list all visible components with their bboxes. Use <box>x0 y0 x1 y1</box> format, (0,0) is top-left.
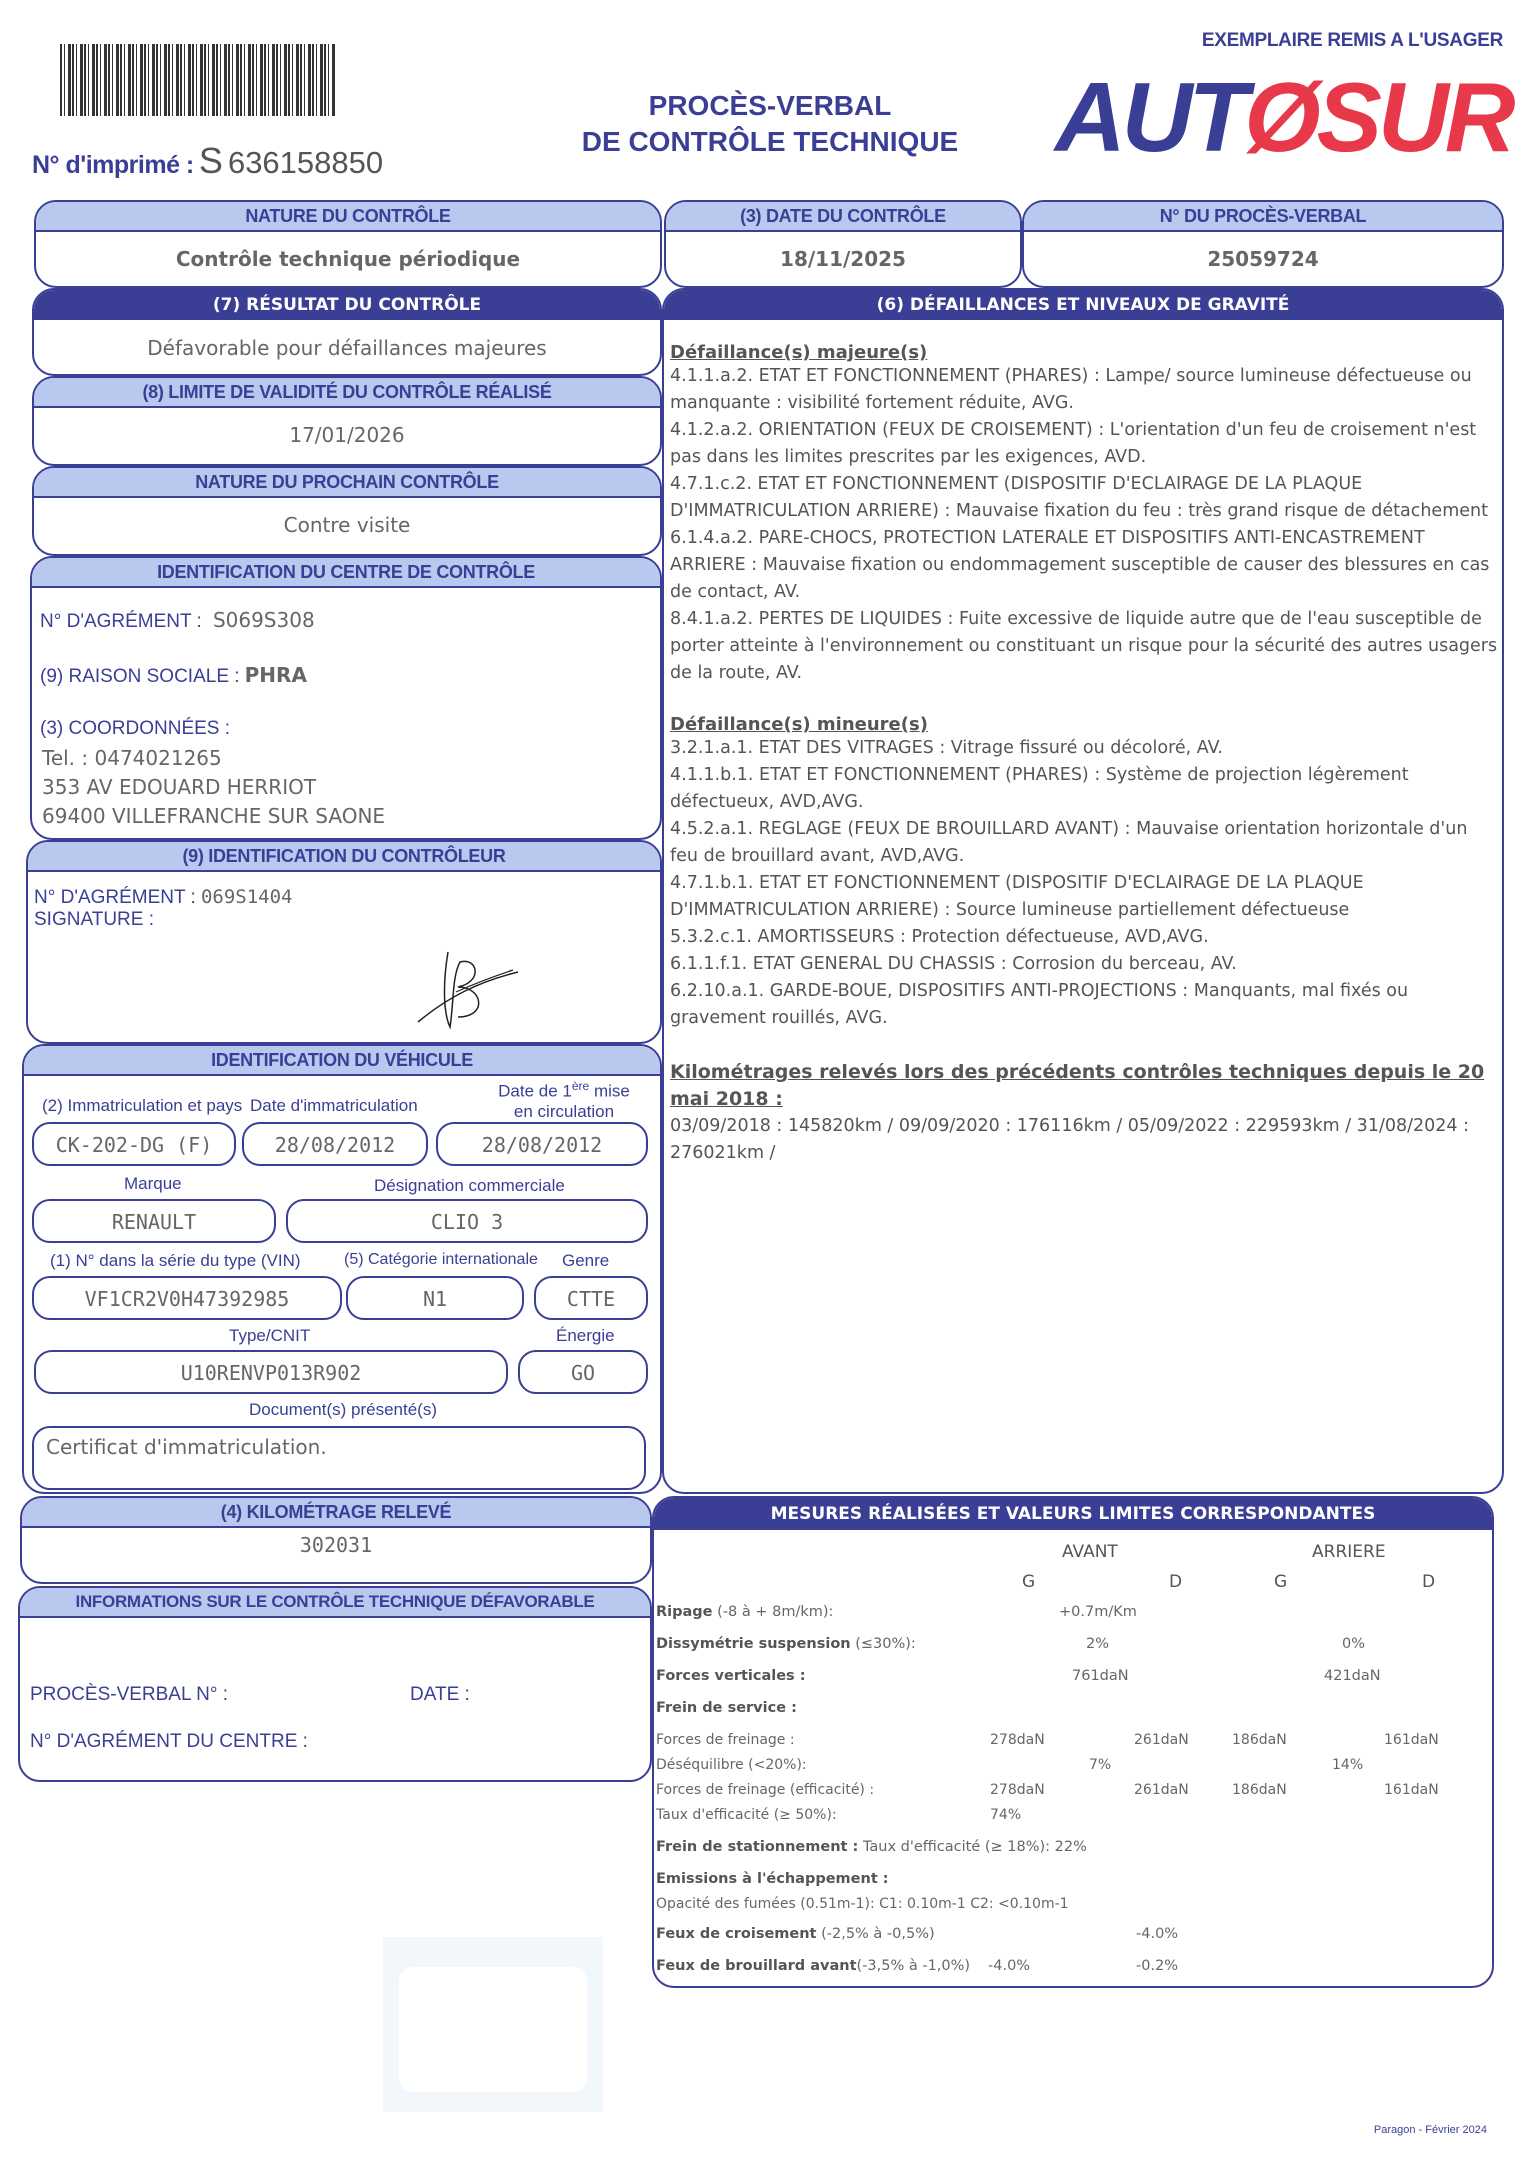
prochain-controle-box <box>32 466 662 556</box>
centre-address-1: 353 AV EDOUARD HERRIOT <box>42 775 317 799</box>
majeure-item: 4.1.2.a.2. ORIENTATION (FEUX DE CROISEMENT) : L'orientation d'un feu de croisement n'est pas dans les limites prescrites par les exigences, AVD. <box>670 420 1477 467</box>
designation-label: Désignation commerciale <box>374 1176 565 1195</box>
resultat-box <box>32 288 662 376</box>
nature-controle-box <box>34 200 662 288</box>
signature-label: SIGNATURE : <box>34 909 154 930</box>
kilometrage-box <box>20 1496 652 1584</box>
coordonnees-label: (3) COORDONNÉES : <box>40 718 231 739</box>
energie-field: GO <box>518 1350 648 1394</box>
categorie-label: (5) Catégorie internationale <box>344 1251 538 1268</box>
mineure-item: 6.2.10.a.1. GARDE-BOUE, DISPOSITIFS ANTI-PROJECTIONS : Manquants, mal fixés ou gravement rouillés, AVG. <box>670 981 1409 1028</box>
raison-sociale-label: (9) RAISON SOCIALE : <box>40 666 240 687</box>
date-controle-box <box>664 200 1022 288</box>
mesures-box <box>652 1496 1494 1988</box>
categorie-field: N1 <box>346 1276 524 1320</box>
immat-field: CK-202-DG (F) <box>32 1122 236 1166</box>
majeure-item: 6.1.4.a.2. PARE-CHOCS, PROTECTION LATERALE ET DISPOSITIFS ANTI-ENCASTREMENT ARRIERE : Mauvaise fixation ou endommagement susceptible de causer des blessures en cas de contact, AV. <box>670 528 1490 602</box>
controleur-agrement-label: N° D'AGRÉMENT : <box>34 887 196 908</box>
documents-field: Certificat d'immatriculation. <box>32 1426 646 1490</box>
mineure-item: 3.2.1.a.1. ETAT DES VITRAGES : Vitrage fissuré ou décoloré, AV. <box>670 738 1223 758</box>
mineure-item: 5.3.2.c.1. AMORTISSEURS : Protection défectueuse, AVD,AVG. <box>670 927 1209 947</box>
immat-label: (2) Immatriculation et pays <box>42 1096 243 1115</box>
mineure-item: 6.1.1.f.1. ETAT GENERAL DU CHASSIS : Corrosion du berceau, AV. <box>670 954 1237 974</box>
controleur-box <box>26 840 662 1044</box>
centre-box <box>30 556 662 840</box>
defaillances-content <box>670 342 1498 1167</box>
km-history-title: Kilométrages relevés lors des précédents contrôles techniques depuis le 20 mai 2018 : <box>670 1061 1485 1110</box>
energie-label: Énergie <box>556 1326 615 1345</box>
imprime-number: N° d'imprimé : S 636158850 <box>32 140 384 181</box>
vin-label: (1) N° dans la série du type (VIN) <box>50 1251 301 1270</box>
autosur-logo: AUTØSUR <box>1055 62 1512 172</box>
premiere-circulation-label: Date de 1ère mise en circulation <box>498 1079 630 1121</box>
premiere-circulation-field: 28/08/2012 <box>436 1122 648 1166</box>
limite-validite-value: 17/01/2026 <box>289 423 405 447</box>
num-pv-title: N° DU PROCÈS-VERBAL <box>1024 202 1502 232</box>
designation-field: CLIO 3 <box>286 1199 648 1243</box>
date-immat-field: 28/08/2012 <box>242 1122 428 1166</box>
majeure-item: 4.7.1.c.2. ETAT ET FONCTIONNEMENT (DISPOSITIF D'ECLAIRAGE DE LA PLAQUE D'IMMATRICULATION ARRIERE) : Mauvaise fixation du feu : très grand risque de détachement <box>670 474 1488 521</box>
arriere-header: ARRIERE <box>1312 1542 1386 1562</box>
barcode <box>60 44 336 116</box>
document-title: PROCÈS-VERBAL DE CONTRÔLE TECHNIQUE <box>581 90 959 157</box>
centre-agrement-label: N° D'AGRÉMENT : <box>40 611 202 632</box>
info-date-label: DATE : <box>410 1684 470 1705</box>
genre-label: Genre <box>562 1251 610 1270</box>
logo-o-icon: Ø <box>1244 62 1317 172</box>
vin-field: VF1CR2V0H47392985 <box>32 1276 342 1320</box>
stamp-area <box>383 1937 603 2112</box>
prochain-controle-value: Contre visite <box>283 513 411 537</box>
num-pv-value: 25059724 <box>1207 247 1319 271</box>
signature-icon <box>388 942 538 1032</box>
majeure-item: 8.4.1.a.2. PERTES DE LIQUIDES : Fuite excessive de liquide autre que de l'eau susceptible de porter atteinte à l'environnement ou constituant un risque pour la sécurité des autres usagers de la route, AV. <box>670 609 1498 683</box>
centre-title: IDENTIFICATION DU CENTRE DE CONTRÔLE <box>32 558 660 588</box>
mesures-table: AVANT ARRIERE G D G D Ripage (-8 à + 8m/km): +0.7m/Km Dissymétrie suspension (≤30%): 2% 0% Forces verticales : 761daN 421daN Frein de service : Forces de freinage : 278daN 261daN 186daN 161daN Déséquilibre (<20%): 7% 14% Forces de freinage (efficacité) : 278daN 261daN 186daN 161daN Taux d'efficacité (≥ 50%): 74% Frein de stationnement : Taux d'efficacité (≥ 18%): 22% Emissions à l'échappement : Opacité des fumées (0.51m-1): C1: 0.10m-1 C2: <0.10m-1 Feux de croisement (-2,5% à -0,5%) -4.0% Feux de brouillard avant(-3,5% à -1,0%) -4.0% -0.2% <box>656 1542 1439 1974</box>
avant-header: AVANT <box>1062 1542 1118 1562</box>
vehicule-box <box>22 1044 662 1494</box>
imprime-label: N° d'imprimé : <box>32 151 194 179</box>
resultat-title: (7) RÉSULTAT DU CONTRÔLE <box>34 290 660 320</box>
defaillances-box <box>662 288 1504 1494</box>
date-immat-label: Date d'immatriculation <box>250 1096 418 1115</box>
centre-agrement-value: S069S308 <box>212 608 315 632</box>
genre-field: CTTE <box>534 1276 648 1320</box>
type-cnit-field: U10RENVP013R902 <box>34 1350 508 1394</box>
mineure-item: 4.1.1.b.1. ETAT ET FONCTIONNEMENT (PHARES) : Système de projection légèrement défectueux, AVD,AVG. <box>670 765 1409 812</box>
mineure-item: 4.5.2.a.1. REGLAGE (FEUX DE BROUILLARD AVANT) : Mauvaise orientation horizontale d'un feu de brouillard avant, AVD,AVG. <box>670 819 1468 866</box>
kilometrage-title: (4) KILOMÉTRAGE RELEVÉ <box>22 1498 650 1528</box>
type-cnit-label: Type/CNIT <box>229 1326 311 1345</box>
nature-controle-title: NATURE DU CONTRÔLE <box>36 202 660 232</box>
prochain-controle-title: NATURE DU PROCHAIN CONTRÔLE <box>34 468 660 498</box>
centre-address-2: 69400 VILLEFRANCHE SUR SAONE <box>42 804 386 828</box>
date-controle-value: 18/11/2025 <box>780 247 906 271</box>
mesures-title: MESURES RÉALISÉES ET VALEURS LIMITES CORRESPONDANTES <box>654 1498 1492 1530</box>
mineures-title: Défaillance(s) mineure(s) <box>670 714 928 735</box>
km-history-value: 03/09/2018 : 145820km / 09/09/2020 : 176116km / 05/09/2022 : 229593km / 31/08/2024 : 276021km / <box>670 1116 1470 1163</box>
info-defavorable-title: INFORMATIONS SUR LE CONTRÔLE TECHNIQUE DÉFAVORABLE <box>20 1588 650 1618</box>
raison-sociale-value: PHRA <box>244 663 307 687</box>
info-defavorable-box <box>18 1586 652 1782</box>
nature-controle-value: Contrôle technique périodique <box>175 247 521 271</box>
majeures-title: Défaillance(s) majeure(s) <box>670 342 928 363</box>
marque-label: Marque <box>124 1174 182 1193</box>
documents-label: Document(s) présenté(s) <box>249 1400 438 1419</box>
centre-coordinates <box>42 744 385 831</box>
printer-footer: Paragon - Février 2024 <box>1373 2124 1487 2136</box>
limite-validite-box <box>32 376 662 466</box>
kilometrage-value: 302031 <box>299 1533 373 1557</box>
date-controle-title: (3) DATE DU CONTRÔLE <box>666 202 1020 232</box>
majeure-item: 4.1.1.a.2. ETAT ET FONCTIONNEMENT (PHARES) : Lampe/ source lumineuse défectueuse ou manquante : visibilité fortement réduite, AVG. <box>670 366 1472 413</box>
defaillances-title: (6) DÉFAILLANCES ET NIVEAUX DE GRAVITÉ <box>664 290 1502 320</box>
centre-tel: Tel. : 0474021265 <box>42 746 222 770</box>
limite-validite-title: (8) LIMITE DE VALIDITÉ DU CONTRÔLE RÉALISÉ <box>34 378 660 408</box>
copy-notice: EXEMPLAIRE REMIS A L'USAGER <box>1201 30 1503 51</box>
resultat-value: Défavorable pour défaillances majeures <box>147 336 547 360</box>
controleur-title: (9) IDENTIFICATION DU CONTRÔLEUR <box>28 842 660 872</box>
num-pv-box <box>1022 200 1504 288</box>
vehicule-title: IDENTIFICATION DU VÉHICULE <box>24 1046 660 1076</box>
info-pv-label: PROCÈS-VERBAL N° : <box>30 1684 228 1705</box>
majeures-list <box>670 363 1498 687</box>
controleur-agrement-value: 069S1404 <box>200 886 293 908</box>
marque-field: RENAULT <box>32 1199 276 1243</box>
info-agrement-label: N° D'AGRÉMENT DU CENTRE : <box>30 1731 308 1752</box>
mineure-item: 4.7.1.b.1. ETAT ET FONCTIONNEMENT (DISPOSITIF D'ECLAIRAGE DE LA PLAQUE D'IMMATRICULATION ARRIERE) : Source lumineuse partiellement défectueuse <box>670 873 1364 920</box>
mineures-list <box>670 735 1498 1032</box>
